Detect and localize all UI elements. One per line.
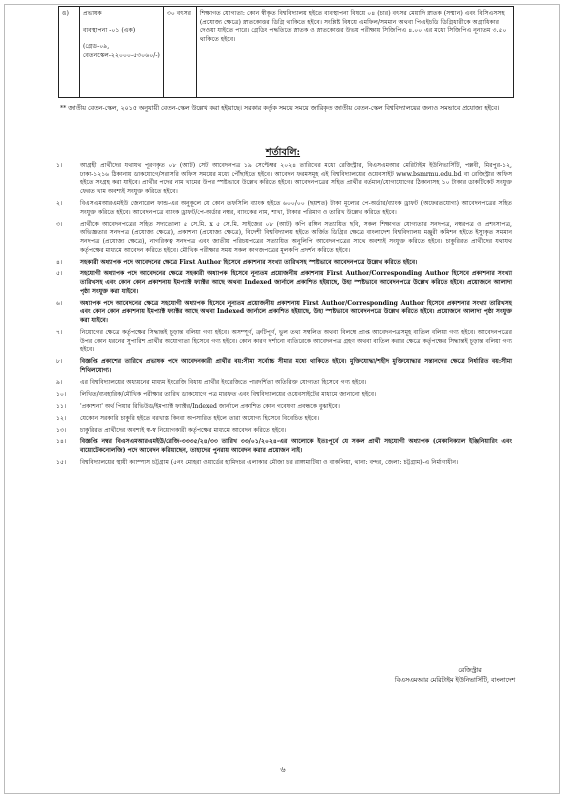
conditions-title: শর্তাবলি: (265, 147, 301, 158)
condition-text: বিএসএমআরএমইউ জেনারেল ফান্ড-এর অনুকূলে যে কোন তফসিলি ব্যাংক হইতে ৬০০/০০ (ছয়শত) টাকা মূল্যের পে-অর্ডার/ব্যাংক ড্রাফট (অফেরতযোগ্য) আবেদনপত্রের সহিত সংযুক্ত করিতে হইবে। আবেদনপত্রে ব্যাংক ড্রাফট/পে-অর্ডার নম্বর, ব্যাংকের নাম, শাখা, টাকার পরিমাণ ও তারিখ উল্লেখ করিতে হইবে। (80, 200, 512, 216)
condition-item (56, 459, 512, 468)
condition-text: সহযোগী অধ্যাপক পদে আবেদনের ক্ষেত্রে সহকারী অধ্যাপক হিসেবে নূন্যতম প্রয়োজনীয় প্রকাশনায় First Author/Corresponding Author হিসেবে প্রকাশনার সংখ্যা তারিখসহ এবং কোন কোন প্রকাশনায় ইমপ্যাক্ট ফ্যাক্টর আছে অথবা Indexed জার্নালে প্রকাশিত হইয়াছে, উহা স্পষ্টভাবে আবেদনপত্রে উল্লেখ করিতে হইবে। প্রয়োজনে আলাদা পৃষ্ঠা সংযুক্ত করা যাইবে। (80, 270, 512, 295)
condition-text: লিখিত/ব্যবহারিক/মৌখিক পরীক্ষার তারিখ ডাকযোগে পত্র মারফত এবং বিশ্ববিদ্যালয়ের ওয়েবসাইটের মাধ্যমে জানানো হইবে। (80, 390, 377, 398)
post-grade: (গ্রেড-০৯, বেতনস্কেল-২২০০০-৫৩০৬০/-) (83, 43, 160, 59)
condition-number: ১৫। (56, 459, 67, 467)
serial-cell: ঙ) (59, 7, 80, 98)
conditions-list (56, 162, 512, 471)
signature-block (360, 666, 550, 686)
condition-text: অধ্যাপক পদে আবেদনের ক্ষেত্রে সহযোগী অধ্যাপক হিসেবে নূন্যতম প্রয়োজনীয় প্রকাশনায় First Author/Corresponding Author হিসেবে প্রকাশনার সংখ্যা তারিখসহ এবং কোন কোন প্রকাশনায় ইমপ্যাক্ট ফ্যাক্টর আছে অথবা Indexed জার্নালে প্রকাশিত হইয়াছে, উহা স্পষ্টভাবে আবেদনপত্রে উল্লেখ করিতে হইবে। প্রয়োজনে আলাদা পৃষ্ঠা সংযুক্ত করা যাইবে। (80, 299, 512, 325)
condition-text: যেকোন সরকারি চাকুরি হইতে বরখাস্ত কিংবা অপসারিত হইলে তারা অযোগ্য হিসেবে বিবেচিত হইবে। (80, 414, 320, 422)
condition-text: চাকুরিরত প্রার্থীদের অবশ্যই স্ব-স্ব নিয়োগকারী কর্তৃপক্ষের মাধ্যমে আবেদন করিতে হইবে। (80, 426, 287, 434)
condition-item (56, 162, 512, 197)
condition-item (56, 415, 512, 424)
condition-text: বিজ্ঞপ্তি নম্বর বিএসএমআরএমইউ/রেজি-৩৩৩৫/২৪/৩৩ তারিখ ৩৩/০১/২০২৪-এর আলোকে ইতঃপূর্বে যে সকল প্রার্থী সহযোগী অধ্যাপক (মেকানিক্যাল ইঞ্জিনিয়ারিং এবং বায়োটেকনোলজি) পদে আবেদন করিয়াছেন, তাহাদের পুনরায় আবেদন করার প্রয়োজন নাই। (80, 438, 512, 455)
condition-number: ১১। (56, 402, 67, 410)
qualification-cell: শিক্ষাগত যোগ্যতা: কোন স্বীকৃত বিশ্ববিদ্যালয় হইতে ব্যবস্থাপনা বিষয়ে ০৪ (চার) বৎসর মেয়াদি স্নাতক (সম্মান) এবং বিসিএসসহ (প্রযোজ্য ক্ষেত্রে) স্নাতকোত্তর ডিগ্রি থাকিতে হইবে। সংশ্লিষ্ট বিষয়ে এমফিল/সমমান অথবা পিএইচডি ডিগ্রিধারীকে অগ্রাধিকার দেওয়া যাইতে পারে। গ্রেডিং পদ্ধতিতে স্নাতক ও স্নাতকোত্তর উভয় পরীক্ষায় সিজিপিএ ৪.০০ এর মধ্যে সিজিপিএ নূন্যতম ৩.৫০ থাকিতে হইবে। (196, 7, 513, 98)
page-number: ৬ (280, 765, 286, 774)
age-cell: ৩০ বৎসর (163, 7, 196, 98)
condition-number: ১। (56, 162, 63, 169)
condition-number: ২। (56, 200, 63, 207)
condition-item (56, 427, 512, 436)
condition-number: ৯। (56, 378, 63, 386)
condition-item (56, 403, 512, 412)
table-row (59, 7, 514, 98)
condition-item (56, 379, 512, 388)
pay-scale-note: ** জাতীয় বেতন-স্কেল, ২০১৫ অনুযায়ী বেতন-স্কেল উল্লেখ করা হইয়াছে। সরকার কর্তৃক সময়ে সময়ে জারিকৃত জাতীয় বেতন-স্কেল বিশ্ববিদ্যালয়ের জন্যও সমভাবে প্রযোজ্য হইবে। (60, 105, 500, 112)
post-title: প্রভাষক (83, 10, 102, 17)
condition-number: ৫। (56, 270, 63, 278)
signature-title: রেজিস্ট্রার (458, 667, 482, 674)
condition-item (56, 391, 512, 400)
condition-number: ১২। (56, 414, 67, 422)
condition-number: ১৪। (56, 438, 67, 446)
condition-number: ১৩। (56, 426, 67, 434)
condition-text: প্রার্থীকে আবেদনপত্রের সহিত সদ্যতোলা ৫ সে.মি. x ৫ সে.মি. সাইজের ০৮ (আট) কপি রঙ্গিন সত্যায়িত ছবি, সকল শিক্ষাগত যোগ্যতার সনদপত্র, নম্বরপত্র ও প্রশংসাপত্র, অভিজ্ঞতার সনদপত্র (প্রযোজ্য ক্ষেত্রে), প্রকাশনা (প্রযোজ্য ক্ষেত্রে), বিদেশী বিশ্ববিদ্যালয় হইতে অর্জিত ডিগ্রির ক্ষেত্রে বাংলাদেশ বিশ্ববিদ্যালয় মঞ্জুরী কমিশন হইতে ইস্যুকৃত সমমান সনদপত্র (প্রযোজ্য ক্ষেত্রে), নাগরিকত্ব সনদপত্র এবং জাতীয় পরিচয়পত্রের সত্যায়িত অনুলিপি আবেদনপত্রের সাথে অবশ্যই সংযুক্ত করিতে হইবে। চাকুরিরত প্রার্থীদের যথাযথ কর্তৃপক্ষের মাধ্যমে আবেদন করিতে হইবে। মৌখিক পরীক্ষার সময় সকল কাগজপত্রের মূলকপি প্রদর্শন করিতে হইবে। (80, 220, 512, 254)
condition-text: 'প্রকাশনা' অর্থ পিয়ার রিভিউড/ইমপ্যাক্ট ফ্যাক্টর/Indexed জার্নালে প্রকাশিত কোন গবেষণা প্রবন্ধকে বুঝাইবে। (80, 402, 340, 410)
condition-text: নিয়োগের ক্ষেত্রে কর্তৃপক্ষের সিদ্ধান্তই চূড়ান্ত বলিয়া গণ্য হইবে। অসম্পূর্ণ, ত্রুটিপূর্ণ, ভুল তথ্য সম্বলিত অথবা বিলম্বে প্রাপ্ত আবেদনপত্রসমূহ বাতিল বলিয়া গণ্য হইবে। আবেদনপত্রের উপর কোন ধরনের সুপারিশ প্রার্থীর অযোগ্যতা হিসেবে গণ্য হইবে। কোন কারণ দর্শানো ব্যতিরেকে আবেদনপত্র গ্রহণ অথবা বাতিল করার ক্ষেত্রে কর্তৃপক্ষের সিদ্ধান্তই চূড়ান্ত বলিয়া গণ্য হইবে। (80, 329, 512, 354)
condition-text: সহকারী অধ্যাপক পদে আবেদনের ক্ষেত্রে First Author হিসেবে প্রকাশনার সংখ্যা তারিখসহ স্পষ্টভাবে আবেদনপত্রে উল্লেখ করিতে হইবে। (80, 258, 418, 266)
condition-number: ৮। (56, 358, 63, 366)
condition-item (56, 438, 512, 455)
condition-text: বিজ্ঞপ্তি প্রকাশের তারিখে প্রভাষক পদে আবেদনকারী প্রার্থীর বয়:সীমা সর্বোচ্চ সীমার মধ্যে থাকিতে হইবে। মুক্তিযোদ্ধা/শহীদ মুক্তিযোদ্ধার সন্তানদের ক্ষেত্রে নির্ধারিত বয়:সীমা শিথিলযোগ্য। (80, 358, 512, 375)
signature-organization: বিএসএমআর মেরিটাইম ইউনিভার্সিটি, বাংলাদেশ (394, 677, 516, 684)
condition-number: ৩। (56, 220, 63, 228)
condition-item (56, 270, 512, 296)
condition-item (56, 259, 512, 268)
condition-number: ৬। (56, 299, 63, 307)
condition-text: এর বিশ্ববিদ্যালয়ের অধ্যয়নের মাধ্যম ইংরেজি বিধায় প্রার্থীর ইংরেজিতে পারদর্শিতা অতিরিক্ত যোগ্যতা হিসেবে গণ্য হইবে। (80, 378, 367, 386)
condition-item (56, 300, 512, 326)
condition-item (56, 358, 512, 375)
condition-text: বিশ্ববিদ্যালয়ের স্থায়ী ক্যাম্পাস চট্টগ্রাম (৫নং মোহরা ওয়ার্ডের হামিদচর এলাকার মৌজা চর রাঙ্গামাটিয়া ও বাকলিয়া, থানা: বন্দর, জেলা: চট্টগ্রাম)-এ নির্মাণাধীন। (80, 459, 459, 467)
condition-number: ৭। (56, 329, 63, 337)
condition-text: আগ্রহী প্রার্থীদের যথাযথ পূরণকৃত ০৮ (আট) সেট আবেদনপত্র ১৯ সেপ্টেম্বর ২০২৪ তারিখের মধ্যে রেজিস্ট্রার, বিএসএমআর মেরিটাইম ইউনিভার্সিটি, পল্লবী, মিরপুর-১২, ঢাকা-১২১৬ ঠিকানায় ডাকযোগে/সরাসরি অফিস সময়ের মধ্যে পৌঁছাইতে হইবে। আবেদন ফরমসমূহ এই বিশ্ববিদ্যালয়ের ওয়েবসাইট www.bsmrmu.edu.bd বা রেজিস্ট্রার অফিস হইতে সংগ্রহ করা যাইবে। প্রার্থীর পদের নাম খামের উপর স্পষ্টভাবে উল্লেখ করিতে হইবে। আবেদনপত্রের সহিত প্রার্থীর বর্তমান/যোগাযোগের ঠিকানাসহ ১০ টাকার ডাকটিকেট সংযুক্ত ফেরত খাম অবশ্যই সংযুক্ত করিতে হইবে। (80, 162, 512, 196)
post-department: ব্যবস্থাপনা -০১ (এক) (83, 26, 136, 34)
job-table (58, 6, 514, 98)
condition-item (56, 200, 512, 217)
condition-item (56, 329, 512, 355)
condition-number: ৪। (56, 258, 63, 266)
post-cell (80, 7, 164, 98)
condition-number: ১০। (56, 390, 67, 398)
condition-item (56, 221, 512, 256)
